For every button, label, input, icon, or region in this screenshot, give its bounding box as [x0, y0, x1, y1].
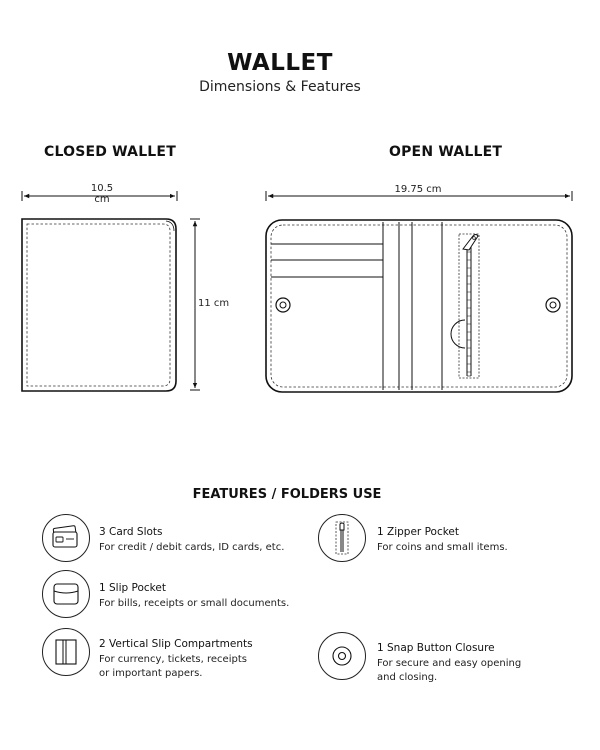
zipper-pocket-icon [318, 514, 366, 562]
vertical-compartments-icon [42, 628, 90, 676]
feature-snap-button-title: 1 Snap Button Closure [377, 642, 495, 654]
feature-card-slots-desc: For credit / debit cards, ID cards, etc. [99, 542, 285, 553]
slip-pocket-icon [42, 570, 90, 618]
closed-width-dimension [22, 191, 177, 201]
feature-vertical-compartments-title: 2 Vertical Slip Compartments [99, 638, 253, 650]
snap-button-icon [318, 632, 366, 680]
page-title: WALLET [227, 50, 333, 76]
closed-wallet-drawing [22, 219, 176, 391]
page-subtitle: Dimensions & Features [199, 79, 361, 95]
closed-width-label: 10.5 cm [90, 183, 114, 205]
feature-vertical-compartments-desc-line2: or important papers. [99, 668, 203, 679]
card-slots-icon [42, 514, 90, 562]
feature-slip-pocket-desc: For bills, receipts or small documents. [99, 598, 290, 609]
feature-zipper-pocket-title: 1 Zipper Pocket [377, 526, 460, 538]
feature-card-slots-title: 3 Card Slots [99, 526, 163, 538]
features-title: FEATURES / FOLDERS USE [192, 487, 382, 502]
feature-zipper-pocket-desc: For coins and small items. [377, 542, 508, 553]
open-wallet-label: OPEN WALLET [389, 144, 503, 160]
feature-snap-button-desc-line1: For secure and easy opening [377, 658, 522, 669]
closed-height-dimension [190, 219, 200, 390]
open-width-label: 19.75 cm [394, 184, 442, 195]
feature-snap-button-desc-line2: and closing. [377, 672, 438, 683]
open-wallet-drawing [266, 220, 572, 392]
closed-height-label: 11 cm [198, 298, 230, 309]
feature-vertical-compartments-desc-line1: For currency, tickets, receipts [99, 654, 247, 665]
open-width-dimension [266, 191, 572, 201]
feature-slip-pocket-title: 1 Slip Pocket [99, 582, 166, 594]
closed-wallet-label: CLOSED WALLET [44, 144, 176, 160]
